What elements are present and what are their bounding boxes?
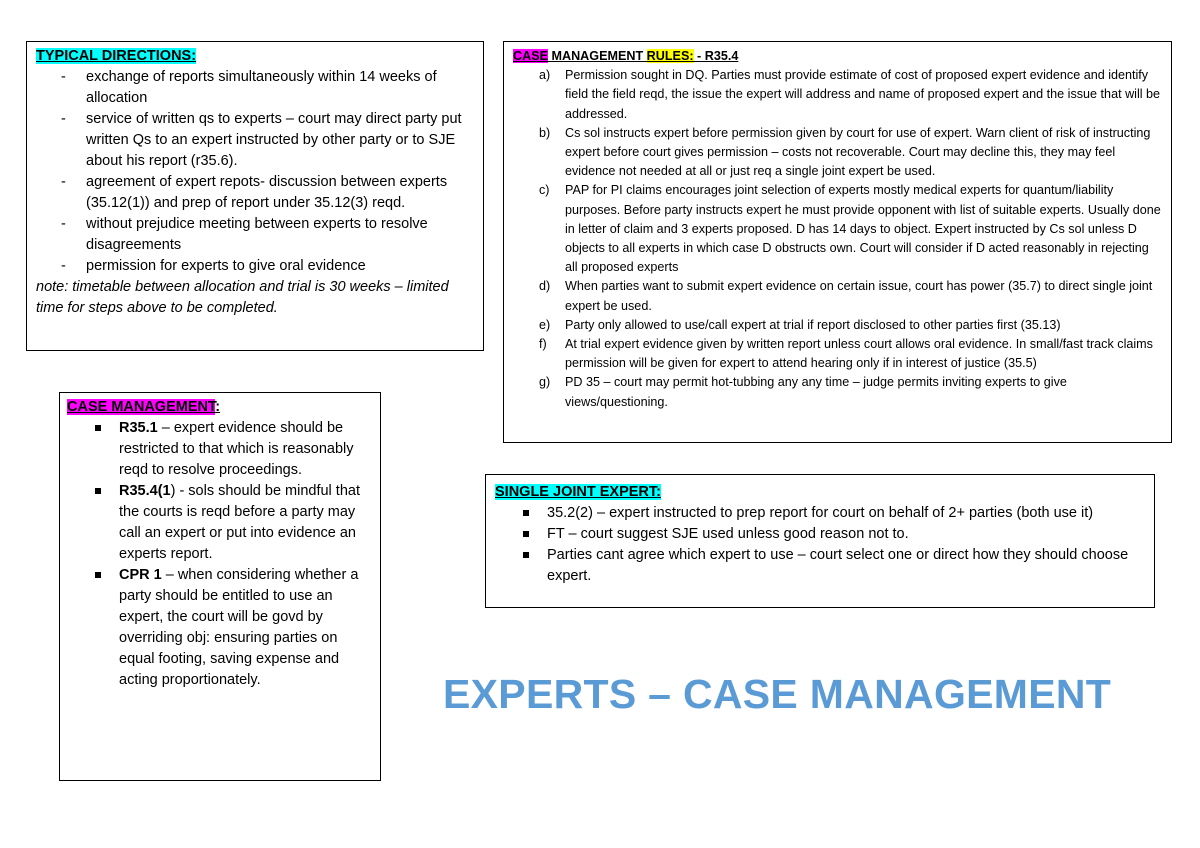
list-item: CPR 1 – when considering whether a party should be entitled to use an expert, the court will be govd by overriding obj: ensuring parties on equal footing, saving expense and acting proportionately. xyxy=(67,565,373,691)
list-item: b) Cs sol instructs expert before permission given by court for use of expert. Warn client of risk of instructing expert before court gives permission – costs not recoverable. Court may decline this, they may feel evidence not needed at all or just req a single joint expert be used. xyxy=(539,125,1151,179)
typical-directions-box xyxy=(26,41,484,351)
list-item: - exchange of reports simultaneously within 14 weeks of allocation xyxy=(61,69,437,106)
list-item: 35.2(2) – expert instructed to prep report for court on behalf of 2+ parties (both use it) xyxy=(495,503,1145,524)
single-joint-expert-box xyxy=(485,474,1155,608)
single-joint-expert-heading: SINGLE JOINT EXPERT: xyxy=(495,484,661,500)
list-item: c) PAP for PI claims encourages joint selection of experts mostly medical experts for quantum/liability purposes. Before party instructs expert he must provide opponent with list of suitable experts. Usually done in letter of claim and 3 experts proposed. D has 14 days to object. Expert instructed by Cs sol unless D objects to all experts in which case D obstructs own. Court will consider if D acted reasonably in rejecting all proposed experts xyxy=(539,183,1161,275)
list-item: R35.4(1) - sols should be mindful that the courts is reqd before a party may call an expert or put into evidence an experts report. xyxy=(67,481,373,565)
list-item: FT – court suggest SJE used unless good reason not to. xyxy=(495,524,1145,545)
list-item: - permission for experts to give oral evidence xyxy=(61,258,366,274)
list-item: a) Permission sought in DQ. Parties must provide estimate of cost of proposed expert evidence and identify field the field reqd, the issue the expert will address and name of proposed expert and the issue that will be addressed. xyxy=(539,68,1161,121)
bullet-square-icon xyxy=(523,510,529,516)
case-management-rules-list xyxy=(513,66,1162,412)
list-item: g) PD 35 – court may permit hot-tubbing any any time – judge permits inviting experts to give views/questioning. xyxy=(539,375,1067,409)
list-item: R35.1 – expert evidence should be restricted to that which is reasonably reqd to resolve proceedings. xyxy=(67,418,373,481)
bullet-square-icon xyxy=(95,572,101,578)
list-item: - agreement of expert repots- discussion between experts (35.12(1)) and prep of report under 35.12(3) reqd. xyxy=(61,174,448,211)
single-joint-expert-list xyxy=(495,503,1145,587)
list-item: e) Party only allowed to use/call expert at trial if report disclosed to other parties first (35.13) xyxy=(539,317,1061,332)
list-item: d) When parties want to submit expert evidence on certain issue, court has power (35.7) to direct single joint expert be used. xyxy=(539,279,1153,313)
list-item: - service of written qs to experts – court may direct party put written Qs to an expert instructed by other party or to SJE about his report (r35.6). xyxy=(61,111,462,169)
list-item: Parties cant agree which expert to use – court select one or direct how they should choose expert. xyxy=(495,545,1145,587)
case-management-heading: CASE MANAGEMENT: xyxy=(67,399,221,415)
bullet-square-icon xyxy=(523,552,529,558)
case-management-rules-heading: CASE MANAGEMENT RULES: - R35.4 xyxy=(513,49,739,63)
typical-directions-list xyxy=(36,67,474,277)
case-management-rules-box xyxy=(503,41,1172,443)
page-title: EXPERTS – CASE MANAGEMENT xyxy=(443,671,1112,717)
case-management-list xyxy=(67,418,373,691)
bullet-square-icon xyxy=(95,488,101,494)
bullet-square-icon xyxy=(95,425,101,431)
list-item: - without prejudice meeting between experts to resolve disagreements xyxy=(61,216,428,253)
bullet-square-icon xyxy=(523,531,529,537)
typical-directions-heading: TYPICAL DIRECTIONS: xyxy=(36,48,197,64)
timetable-note: note: timetable between allocation and trial is 30 weeks – limited time for steps above to be completed. xyxy=(36,279,449,316)
list-item: f) At trial expert evidence given by written report unless court allows oral evidence. In small/fast track claims permission will be given for expert to attend hearing only if in interest of justice (35.5) xyxy=(539,337,1153,371)
case-management-box xyxy=(59,392,381,781)
